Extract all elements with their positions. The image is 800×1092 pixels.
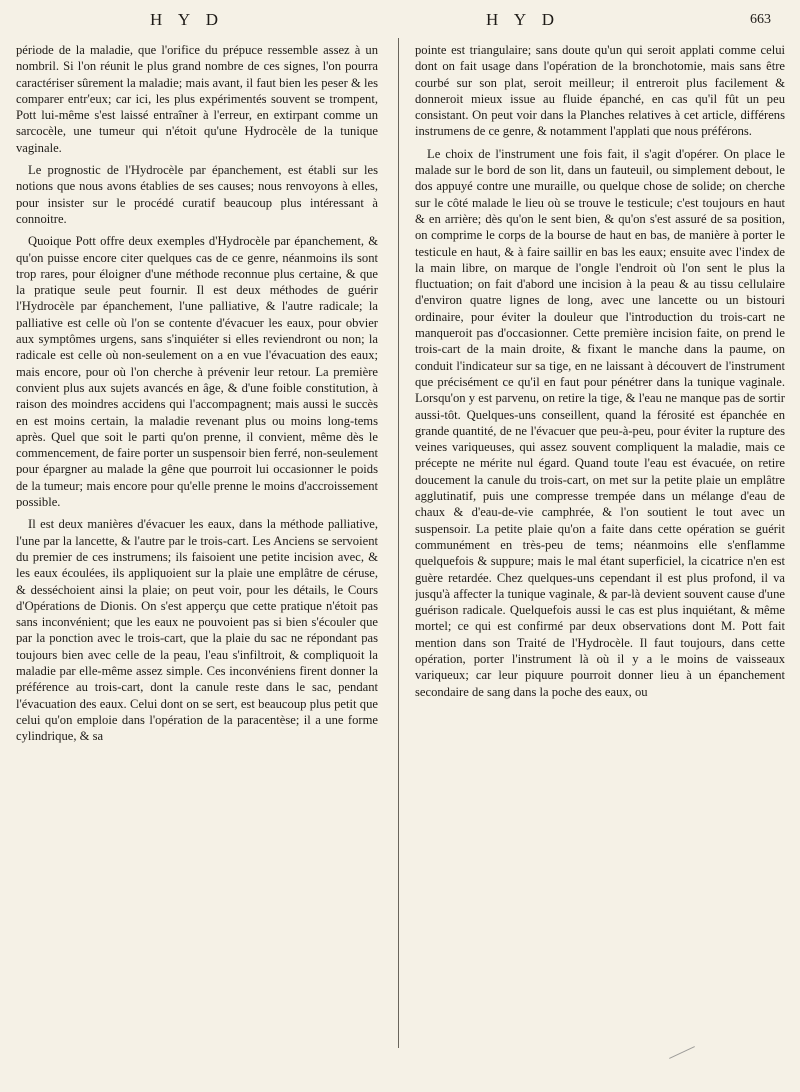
- paragraph: période de la maladie, que l'orifice du prépuce ressemble assez à un nombril. Si l'on réunit le plus grand nombre de ces signes, l'on pourra caractériser sûrement la maladie; mais avant, il faut bien les peser & les comparer entr'eux; car ici, les plus expérimentés souvent se trompent, Pott lui-même s'est laissé entraîner à l'erreur, en extirpant comme un sarcocèle, une tumeur qui n'étoit qu'une Hydrocèle de la tunique vaginale.: [16, 43, 378, 155]
- running-header: [0, 10, 800, 34]
- paragraph: Quoique Pott offre deux exemples d'Hydrocèle par épanchement, & qu'on puisse encore citer quelques cas de ce genre, néanmoins ils sont trop rares, pour éloigner d'une méthode reconnue plus certaine, & que la pratique seule peut fournir. Il est deux méthodes de guérir l'Hydrocèle par épanchement, l'une palliative, & l'autre radicale; la palliative est celle où l'on se contente d'évacuer les eaux, pour obvier aux symptômes urgens, sans s'inquiéter si elles reviendront ou non; la radicale est celle où non-seulement on a en vue l'évacuation des eaux; mais encore, pour où l'on cherche à prévenir leur retour. La première convient plus aux sujets avancés en âge, & d'une foible constitution, à raison des moindres accidens qui l'accompagnent; mais aussi le succès en est moins certain, la maladie revenant plus ou moins long-tems après. Quel que soit le parti qu'on prenne, il convient, même dès le commencement, de faire porter un suspensoir bien ferré, non-seulement pour épargner au malade la gêne que pourroit lui occasionner le poids de la tumeur; mais encore pour qu'elle prenne le moins d'accroissement possible.: [16, 234, 378, 510]
- header-right-title: H Y D: [486, 10, 561, 29]
- paragraph: pointe est triangulaire; sans doute qu'un qui seroit applati comme celui dont on fait usage dans l'opération de la bronchotomie, mais sans être courbé sur son plat, seroit meilleur; il entreroit plus facilement & donneroit mieux issue au fluide épanché, en cas qu'il fût un peu consistant. On peut voir dans la Planches relatives à cet article, différens instrumens de ce genre, & notamment l'applati que nous préférons.: [415, 43, 785, 139]
- paragraph: Le prognostic de l'Hydrocèle par épanchement, est établi sur les notions que nous avons établies de ses causes; nous renvoyons à elles, pour insister sur le procédé curatif beaucoup plus intéressant à connoitre.: [16, 163, 378, 226]
- paragraph: Le choix de l'instrument une fois fait, il s'agit d'opérer. On place le malade sur le bord de son lit, dans un fauteuil, ou simplement debout, le dos appuyé contre une muraille, ou quelque chose de solide; on cherche sur le côté malade le lieu où se trouve le testicule; c'est toujours en haut & en arrière; dès qu'on le sent bien, & qu'on s'est assuré de sa position, on comprime le corps de la bourse de haut en bas, de manière à porter le testicule en haut, & à faire saillir en bas les eaux; ensuite avec l'index de la main libre, on marque de l'ongle l'endroit où l'on sent le plus la fluctuation; on fait d'abord une incision à la peau & au tissu cellulaire d'environ quatre lignes de long, avec une lancette ou un bistouri ordinaire, pour éviter la douleur que l'introduction du trois-cart ne manqueroit pas d'occasionner. Cette première incision faite, on prend le trois-cart de la main droite, & fixant le manche dans la paume, on conduit l'indicateur sur sa tige, en ne laissant à découvert de l'instrument que précisément ce qu'il en faut pour pénétrer dans la tunique vaginale. Lorsqu'on y est parvenu, on retire la tige, & l'eau ne manque pas de sortir aussi-tôt. Quelques-uns conseillent, quand la férosité est épanchée en grande quantité, de ne l'évacuer que peu-à-peu, pour éviter la rupture des veines variqueuses, qui assez souvent compliquent la maladie, mais ce précepte ne mérite nul égard. Quand toute l'eau est évacuée, on retire doucement la canule du trois-cart, on met sur la petite plaie un emplâtre agglutinatif, puis une compresse trempée dans un mélange d'eau de chaux & d'eau-de-vie camphrée, & l'on soutient le tout avec un suspensoir. La petite plaie qu'on a faite dans cette opération se guérit communément en très-peu de tems; néanmoins elle s'enflamme quelquefois & suppure; mais le mal étant superficiel, la cicatrice n'en est guère retardée. Chez quelques-uns cependant il est plus profond, il va jusqu'à affecter la tunique vaginale, & par-là devient souvent cause d'une guérison radicale. Quelquefois aussi le cas est plus inquiétant, & même mortel; ce qui est confirmé par deux observations dont M. Pott fait mention dans son Traité de l'Hydrocèle. Il faut toujours, dans cette opération, porter l'instrument là où il y a le moins de vaisseaux variqueux; car leur piquure pourroit donner lieu à un épanchement secondaire de sang dans la poche des eaux, ou: [415, 146, 785, 699]
- page-number: 663: [750, 12, 771, 27]
- left-column: [16, 42, 378, 1072]
- paragraph: Il est deux manières d'évacuer les eaux, dans la méthode palliative, l'une par la lancette, & l'autre par le trois-cart. Les Anciens se servoient du premier de ces instrumens; ils faisoient une petite incision avec, & les eaux écoulées, ils appliquoient sur la plaie une emplâtre de céruse, & desséchoient ainsi la plaie; on peut voir, pour les détails, le Cours d'Opérations de Dionis. On s'est apperçu que cette pratique n'étoit pas sans inconvénient; que les eaux ne pouvoient pas si bien s'écouler que par la ponction avec le trois-cart, que la plaie du sac ne répondant pas toujours bien avec celle de la peau, l'eau s'infiltroit, & compliquoit la maladie par elle-même assez simple. Ces inconvéniens firent donner la préférence au trois-cart, dont la canule reste dans le sac, pendant l'évacuation des eaux. Celui dont on se sert, est beaucoup plus petit que celui qu'on emploie dans l'opération de la paracentèse; il a une forme cylindrique, & sa: [16, 517, 378, 744]
- header-left-title: H Y D: [150, 10, 225, 29]
- right-column: [415, 42, 785, 1072]
- column-divider: [398, 38, 399, 1048]
